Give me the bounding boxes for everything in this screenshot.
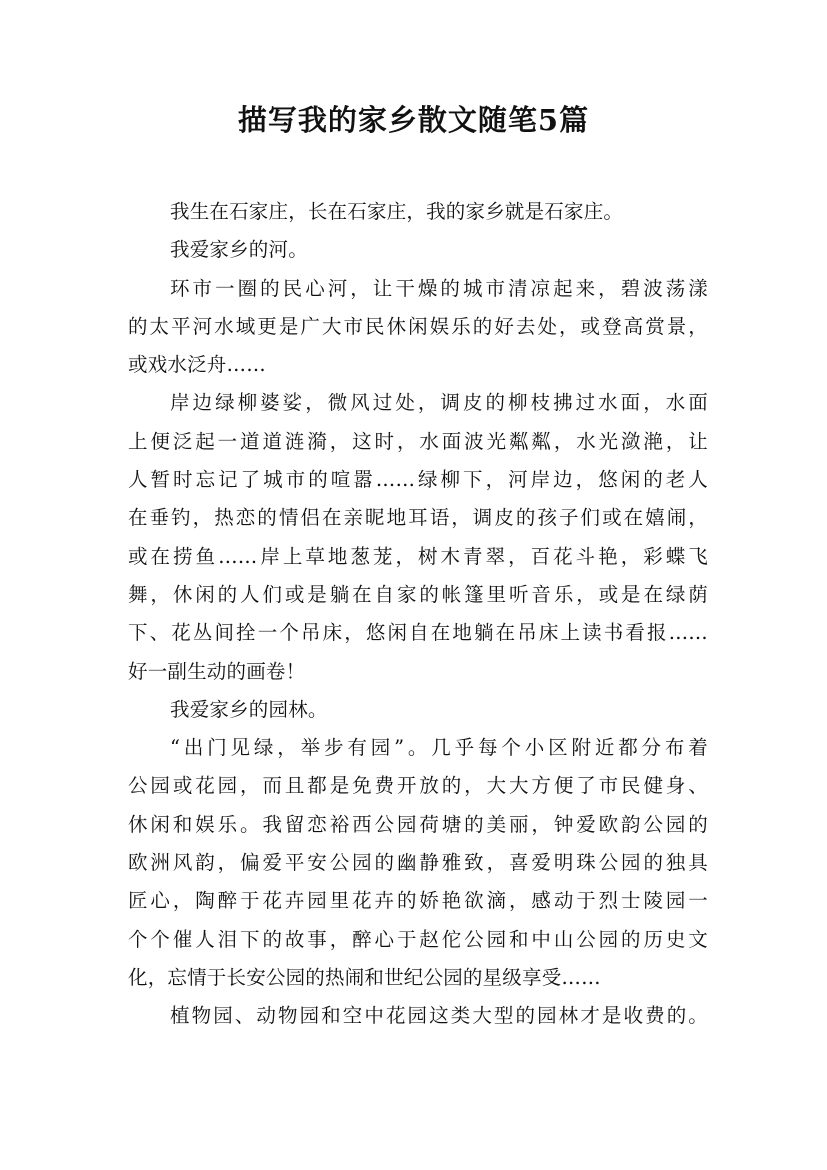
document-title: 描写我的家乡散文随笔5篇 (237, 103, 590, 137)
paragraph-line: 欧洲风韵，偏爱平安公园的幽静雅致，喜爱明珠公园的独具 (128, 851, 708, 875)
paragraph-line: 我爱家乡的河。 (170, 238, 308, 262)
paragraph-line: 化，忘情于长安公园的热闹和世纪公园的星级享受…… (128, 965, 601, 989)
paragraph-line: “出门见绿，举步有园”。几乎每个小区附近都分布着 (170, 736, 708, 760)
paragraph-line: 休闲和娱乐。我留恋裕西公园荷塘的美丽，钟爱欧韵公园的 (128, 812, 708, 836)
paragraph-line: 的太平河水域更是广大市民休闲娱乐的好去处，或登高赏景， (128, 314, 708, 338)
paragraph-line: 舞，休闲的人们或是躺在自家的帐篷里听音乐，或是在绿荫 (128, 582, 708, 606)
paragraph-line: 我爱家乡的园林。 (170, 697, 328, 721)
paragraph-line: 公园或花园，而且都是免费开放的，大大方便了市民健身、 (128, 774, 708, 798)
paragraph-line: 植物园、动物园和空中花园这类大型的园林才是收费的。 (170, 1004, 708, 1028)
paragraph-line: 或戏水泛舟…… (128, 353, 266, 377)
paragraph-line: 匠心，陶醉于花卉园里花卉的娇艳欲滴，感动于烈士陵园一 (128, 889, 708, 913)
paragraph-line: 环市一圈的民心河，让干燥的城市清凉起来，碧波荡漾 (170, 276, 708, 300)
paragraph-line: 我生在石家庄，长在石家庄，我的家乡就是石家庄。 (170, 200, 624, 223)
paragraph-line: 人暂时忘记了城市的喧嚣……绿柳下，河岸边，悠闲的老人 (128, 468, 708, 492)
document-body (128, 193, 708, 1036)
paragraph-line: 岸边绿柳婆娑，微风过处，调皮的柳枝拂过水面，水面 (170, 391, 708, 415)
paragraph-line: 或在捞鱼……岸上草地葱茏，树木青翠，百花斗艳，彩蝶飞 (128, 544, 708, 568)
paragraph-line: 好一副生动的画卷！ (128, 659, 306, 683)
paragraph-line: 个个催人泪下的故事，醉心于赵佗公园和中山公园的历史文 (128, 927, 708, 951)
paragraph-line: 下、花丛间拴一个吊床，悠闲自在地躺在吊床上读书看报…… (128, 621, 708, 645)
paragraph-line: 上便泛起一道道涟漪，这时，水面波光粼粼，水光潋滟，让 (128, 429, 708, 453)
paragraph-line: 在垂钓，热恋的情侣在亲昵地耳语，调皮的孩子们或在嬉闹， (128, 506, 708, 530)
